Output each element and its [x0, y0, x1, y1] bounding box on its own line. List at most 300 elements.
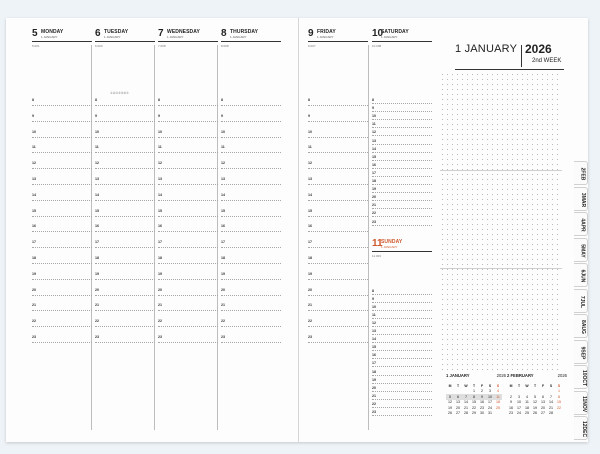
- hour-line: [32, 184, 92, 185]
- mini-calendar-day[interactable]: 23: [509, 411, 513, 416]
- column-divider: [217, 45, 218, 430]
- hour-line: [158, 105, 218, 106]
- hour-line: [95, 152, 155, 153]
- mini-calendar-day[interactable]: 4: [497, 389, 499, 394]
- hour-label: 16: [95, 224, 99, 229]
- hour-label: 10: [221, 129, 225, 134]
- hour-line: [221, 168, 281, 169]
- mini-calendar-day[interactable]: 20: [456, 405, 460, 410]
- hour-label: 15: [158, 208, 162, 213]
- mini-calendar-day[interactable]: 16: [509, 405, 513, 410]
- hour-label: 12: [95, 161, 99, 166]
- hour-label: 8: [158, 98, 160, 102]
- mini-calendar-week: [507, 411, 563, 417]
- mini-calendar-month: [446, 373, 506, 379]
- hour-line: [372, 152, 432, 153]
- mini-calendar-day[interactable]: 13: [456, 400, 460, 405]
- hour-line: [372, 358, 432, 359]
- hour-line: [158, 279, 218, 280]
- moon-phase-note: ①②③④⑤⑥⑦: [110, 91, 129, 95]
- hour-line: [221, 295, 281, 296]
- hour-label: 11: [95, 145, 99, 150]
- hour-label: 11: [32, 145, 36, 150]
- hour-label: 18: [372, 179, 376, 183]
- hour-line: [221, 247, 281, 248]
- hour-label: 11: [308, 145, 312, 150]
- hour-label: 23: [372, 409, 376, 414]
- hour-line: [372, 160, 432, 161]
- hour-label: 20: [158, 287, 162, 292]
- mini-calendar-dow: W: [525, 383, 529, 388]
- day-month: 1 JANUARY: [317, 35, 334, 39]
- hour-line: [308, 279, 368, 280]
- month-title: 1 JANUARY: [455, 43, 518, 55]
- hour-label: 17: [158, 240, 162, 245]
- mini-calendar-day[interactable]: 11: [494, 394, 502, 400]
- title-separator: [521, 45, 522, 67]
- mini-calendar-day[interactable]: 1: [473, 389, 475, 394]
- mini-calendar-day[interactable]: 2: [510, 394, 512, 399]
- hour-line: [372, 192, 432, 193]
- day-name: WEDNESDAY: [167, 29, 200, 35]
- hour-label: 15: [372, 345, 376, 350]
- mini-calendar-day[interactable]: 9: [510, 400, 512, 405]
- hour-line: [158, 326, 218, 327]
- hour-line: [372, 200, 432, 201]
- hour-line: [221, 342, 281, 343]
- hour-label: 19: [32, 271, 36, 276]
- day-info: 9.007: [308, 44, 316, 48]
- day-month: 1 JANUARY: [167, 35, 184, 39]
- hour-label: 12: [372, 321, 376, 326]
- hour-label: 11: [221, 145, 225, 150]
- day-month: 1 JANUARY: [381, 245, 398, 249]
- hour-line: [372, 103, 432, 104]
- hour-line: [158, 247, 218, 248]
- hour-label: 20: [308, 287, 312, 292]
- hour-label: 20: [372, 195, 376, 200]
- hour-label: 10: [32, 129, 36, 134]
- mini-calendar-day[interactable]: 7: [550, 394, 552, 399]
- hour-label: 23: [158, 335, 162, 339]
- hour-line: [221, 263, 281, 264]
- hour-label: 9: [221, 113, 223, 118]
- hour-line: [95, 137, 155, 138]
- hour-label: 20: [372, 385, 376, 390]
- hour-line: [372, 168, 432, 169]
- hour-line: [158, 152, 218, 153]
- month-tab[interactable]: [574, 238, 588, 262]
- day-number: 5: [32, 28, 38, 39]
- mini-calendar-year: 2026: [557, 373, 567, 378]
- hour-line: [32, 263, 92, 264]
- week-label: 2nd WEEK: [532, 58, 562, 64]
- hour-line: [221, 310, 281, 311]
- mini-calendar-day[interactable]: 27: [541, 411, 545, 416]
- day-month: 1 JANUARY: [41, 35, 58, 39]
- mini-calendar-day[interactable]: 5: [534, 394, 536, 399]
- mini-calendar-day[interactable]: 3: [518, 394, 520, 399]
- day-underline: [32, 41, 92, 42]
- month-tab[interactable]: [574, 340, 588, 364]
- mini-calendar-day[interactable]: 3: [489, 389, 491, 394]
- mini-calendar-month: [507, 373, 567, 379]
- hour-label: 15: [372, 154, 376, 159]
- notes-divider: [440, 268, 562, 269]
- hour-line: [221, 326, 281, 327]
- hour-line: [308, 295, 368, 296]
- hour-label: 9: [32, 113, 34, 118]
- title-rule: [455, 69, 564, 70]
- hour-label: 18: [158, 256, 162, 260]
- page-gutter: [298, 18, 299, 442]
- hour-line: [158, 137, 218, 138]
- hour-label: 13: [221, 177, 225, 181]
- mini-calendar-day[interactable]: 19: [448, 405, 452, 410]
- hour-line: [372, 176, 432, 177]
- mini-calendar-day[interactable]: 30: [480, 411, 484, 416]
- hour-label: 8: [95, 98, 97, 102]
- hour-line: [158, 168, 218, 169]
- hour-line: [308, 168, 368, 169]
- hour-line: [32, 326, 92, 327]
- hour-label: 16: [32, 224, 36, 229]
- hour-label: 14: [32, 192, 36, 197]
- mini-calendar-day[interactable]: 15: [472, 400, 476, 405]
- hour-line: [372, 326, 432, 327]
- mini-calendar-day[interactable]: 10: [488, 394, 492, 399]
- mini-calendar-day[interactable]: 31: [488, 411, 492, 416]
- hour-label: 11: [372, 313, 376, 318]
- day-underline: [308, 41, 368, 42]
- mini-calendar-day[interactable]: 19: [533, 405, 537, 410]
- hour-line: [32, 200, 92, 201]
- mini-calendar-day[interactable]: 4: [526, 394, 528, 399]
- hour-label: 17: [308, 240, 312, 245]
- day-month: 1 JANUARY: [230, 35, 247, 39]
- hour-label: 19: [308, 271, 312, 276]
- mini-calendar-day[interactable]: 26: [448, 411, 452, 416]
- day-info: 7.008: [158, 44, 166, 48]
- hour-line: [372, 184, 432, 185]
- hour-label: 19: [221, 271, 225, 276]
- mini-calendar-day[interactable]: 18: [496, 400, 500, 405]
- hour-line: [95, 310, 155, 311]
- column-divider: [368, 45, 369, 430]
- mini-calendar-day[interactable]: [494, 411, 502, 417]
- hour-line: [95, 216, 155, 217]
- day-underline: [221, 41, 281, 42]
- hour-label: 21: [308, 303, 312, 308]
- month-tab-label: 9SEP: [579, 346, 586, 359]
- hour-label: 13: [158, 177, 162, 181]
- hour-line: [158, 263, 218, 264]
- hour-label: 13: [308, 177, 312, 181]
- hour-line: [221, 152, 281, 153]
- mini-calendar-day[interactable]: 29: [472, 411, 476, 416]
- hour-label: 11: [372, 122, 376, 127]
- hour-label: 18: [32, 256, 36, 260]
- mini-calendar-day[interactable]: 22: [557, 405, 561, 410]
- hour-line: [308, 121, 368, 122]
- hour-label: 9: [308, 113, 310, 118]
- hour-line: [158, 121, 218, 122]
- mini-calendar-day[interactable]: 24: [517, 411, 521, 416]
- hour-line: [32, 168, 92, 169]
- mini-calendar-year: 2026: [496, 373, 506, 378]
- day-number: 9: [308, 28, 314, 39]
- month-tab[interactable]: [574, 365, 588, 389]
- hour-label: 14: [372, 337, 376, 342]
- hour-label: 13: [372, 138, 376, 143]
- hour-label: 14: [221, 192, 225, 197]
- hour-label: 12: [221, 161, 225, 166]
- mini-calendar-dow: T: [533, 383, 537, 388]
- hour-label: 21: [32, 303, 36, 308]
- hour-label: 12: [32, 161, 36, 166]
- hour-line: [372, 334, 432, 335]
- mini-calendar-month-label: 1 JANUARY: [446, 373, 470, 378]
- mini-calendar-day[interactable]: 9: [478, 394, 486, 400]
- hour-line: [372, 407, 432, 408]
- hour-label: 21: [95, 303, 99, 308]
- mini-calendar-day[interactable]: 15: [557, 400, 561, 405]
- month-tab[interactable]: [574, 314, 588, 338]
- hour-label: 12: [308, 161, 312, 166]
- mini-calendar-day[interactable]: 12: [533, 400, 537, 405]
- month-tab[interactable]: [574, 391, 588, 415]
- hour-label: 15: [32, 208, 36, 213]
- month-tab[interactable]: [574, 263, 588, 287]
- hour-label: 17: [372, 361, 376, 366]
- hour-line: [308, 152, 368, 153]
- mini-calendar-day[interactable]: 25: [496, 405, 500, 410]
- month-tab[interactable]: [574, 187, 588, 211]
- hour-line: [372, 208, 432, 209]
- hour-label: 18: [95, 256, 99, 260]
- hour-label: 20: [95, 287, 99, 292]
- hour-line: [32, 121, 92, 122]
- day-number: 10: [372, 28, 384, 39]
- hour-label: 20: [32, 287, 36, 292]
- hour-label: 16: [372, 353, 376, 358]
- month-tab-label: 10OCT: [581, 369, 588, 387]
- hour-line: [32, 310, 92, 311]
- hour-line: [221, 105, 281, 106]
- mini-calendar-dow: F: [480, 383, 484, 388]
- hour-line: [372, 225, 432, 226]
- dot-grid-notes: [440, 72, 562, 372]
- hour-line: [32, 247, 92, 248]
- hour-line: [372, 383, 432, 384]
- mini-calendar-day[interactable]: 17: [488, 400, 492, 405]
- hour-label: 19: [372, 377, 376, 382]
- hour-line: [158, 184, 218, 185]
- mini-calendar: [507, 373, 567, 416]
- mini-calendar-day[interactable]: 14: [464, 400, 468, 405]
- hour-line: [32, 342, 92, 343]
- mini-calendar-day[interactable]: 17: [517, 405, 521, 410]
- mini-calendar-day[interactable]: 6: [454, 394, 462, 400]
- month-tab[interactable]: [574, 289, 588, 313]
- notes-divider: [440, 170, 562, 171]
- hour-label: 15: [308, 208, 312, 213]
- mini-calendar-month-label: 2 FEBRUARY: [507, 373, 534, 378]
- hour-line: [308, 137, 368, 138]
- hour-line: [95, 295, 155, 296]
- mini-calendar-day[interactable]: 8: [470, 394, 478, 400]
- day-info: 8.008: [221, 44, 229, 48]
- hour-label: 17: [221, 240, 225, 245]
- mini-calendar-day[interactable]: 10: [517, 400, 521, 405]
- hour-line: [95, 184, 155, 185]
- hour-line: [372, 375, 432, 376]
- hour-label: 8: [221, 98, 223, 102]
- hour-label: 13: [32, 177, 36, 181]
- mini-calendar-day[interactable]: 23: [480, 405, 484, 410]
- mini-calendar-day[interactable]: 28: [549, 411, 553, 416]
- mini-calendar-day[interactable]: 12: [448, 400, 452, 405]
- day-number: 8: [221, 28, 227, 39]
- mini-calendar-day[interactable]: 6: [542, 394, 544, 399]
- hour-line: [372, 127, 432, 128]
- mini-calendar-day[interactable]: 18: [525, 405, 529, 410]
- mini-calendar-day[interactable]: 25: [525, 411, 529, 416]
- mini-calendar-day[interactable]: 20: [541, 405, 545, 410]
- hour-label: 19: [95, 271, 99, 276]
- hour-line: [32, 295, 92, 296]
- mini-calendar-day[interactable]: 8: [558, 394, 560, 399]
- mini-calendar-day[interactable]: 1: [558, 389, 560, 394]
- month-tab[interactable]: [574, 161, 588, 185]
- hour-label: 14: [158, 192, 162, 197]
- hour-line: [308, 216, 368, 217]
- hour-label: 12: [158, 161, 162, 166]
- hour-label: 22: [221, 319, 225, 324]
- month-tab-label: 5MAY: [579, 243, 586, 258]
- mini-calendar-day[interactable]: 5: [446, 394, 454, 400]
- hour-line: [158, 342, 218, 343]
- mini-calendar-day[interactable]: 22: [472, 405, 476, 410]
- hour-label: 14: [95, 192, 99, 197]
- mini-calendar-dow: S: [496, 383, 500, 388]
- hour-label: 8: [372, 289, 374, 293]
- hour-line: [221, 200, 281, 201]
- hour-label: 22: [372, 211, 376, 216]
- hour-label: 9: [95, 113, 97, 118]
- day-number: 7: [158, 28, 164, 39]
- day-underline: [95, 41, 155, 42]
- hour-label: 9: [372, 297, 374, 302]
- month-tab-label: 3MAR: [580, 192, 587, 207]
- hour-label: 14: [308, 192, 312, 197]
- hour-line: [95, 231, 155, 232]
- mini-calendar-day[interactable]: 13: [541, 400, 545, 405]
- hour-line: [372, 310, 432, 311]
- mini-calendar-day[interactable]: 28: [464, 411, 468, 416]
- hour-label: 19: [158, 271, 162, 276]
- mini-calendar-dow: M: [509, 383, 513, 388]
- mini-calendar-day[interactable]: 11: [525, 400, 529, 405]
- hour-line: [95, 326, 155, 327]
- hour-line: [221, 137, 281, 138]
- mini-calendar-day[interactable]: 21: [464, 405, 468, 410]
- mini-calendar-day[interactable]: 16: [480, 400, 484, 405]
- mini-calendar-day[interactable]: 24: [488, 405, 492, 410]
- hour-label: 14: [372, 146, 376, 151]
- mini-calendar-day[interactable]: 7: [462, 394, 470, 400]
- day-name: TUESDAY: [104, 29, 129, 35]
- month-tab[interactable]: [574, 416, 588, 440]
- mini-calendar-day[interactable]: 2: [481, 389, 483, 394]
- mini-calendar-dow: T: [456, 383, 460, 388]
- mini-calendar-grid: [507, 383, 563, 416]
- hour-line: [32, 231, 92, 232]
- hour-line: [95, 200, 155, 201]
- hour-label: 20: [221, 287, 225, 292]
- hour-label: 11: [158, 145, 162, 150]
- hour-line: [372, 366, 432, 367]
- hour-label: 23: [95, 335, 99, 339]
- month-tab-label: 6JUN: [579, 269, 586, 283]
- hour-line: [372, 135, 432, 136]
- hour-label: 10: [372, 114, 376, 119]
- mini-calendar-dow: F: [541, 383, 545, 388]
- hour-line: [372, 119, 432, 120]
- mini-calendar-grid: [446, 383, 502, 416]
- hour-line: [221, 216, 281, 217]
- hour-label: 21: [372, 393, 376, 398]
- mini-calendar-day[interactable]: 27: [456, 411, 460, 416]
- hour-label: 16: [308, 224, 312, 229]
- hour-label: 8: [372, 98, 374, 102]
- hour-label: 13: [372, 329, 376, 334]
- day-underline: [372, 251, 432, 252]
- hour-label: 22: [308, 319, 312, 324]
- hour-line: [32, 152, 92, 153]
- hour-line: [95, 247, 155, 248]
- hour-label: 10: [372, 305, 376, 310]
- mini-calendar-day[interactable]: [555, 411, 563, 417]
- day-info: 5.001: [32, 44, 40, 48]
- hour-label: 16: [221, 224, 225, 229]
- day-number: 6: [95, 28, 101, 39]
- hour-line: [95, 263, 155, 264]
- hour-label: 15: [221, 208, 225, 213]
- hour-line: [372, 350, 432, 351]
- mini-calendar-dow: S: [549, 383, 553, 388]
- hour-label: 23: [32, 335, 36, 339]
- mini-calendar-week: [446, 411, 502, 417]
- hour-line: [372, 342, 432, 343]
- hour-line: [372, 318, 432, 319]
- hour-label: 16: [158, 224, 162, 229]
- mini-calendar-day[interactable]: 26: [533, 411, 537, 416]
- hour-label: 10: [158, 129, 162, 134]
- hour-label: 18: [308, 256, 312, 260]
- hour-label: 21: [372, 203, 376, 208]
- hour-line: [95, 342, 155, 343]
- hour-label: 8: [32, 98, 34, 102]
- hour-line: [308, 184, 368, 185]
- hour-label: 23: [221, 335, 225, 339]
- mini-calendar-day[interactable]: 14: [549, 400, 553, 405]
- month-tab-label: 2FEB: [579, 167, 586, 181]
- month-tab[interactable]: [574, 212, 588, 236]
- month-tab-label: 11NOV: [581, 395, 588, 412]
- mini-calendar-day[interactable]: 21: [549, 405, 553, 410]
- hour-line: [308, 200, 368, 201]
